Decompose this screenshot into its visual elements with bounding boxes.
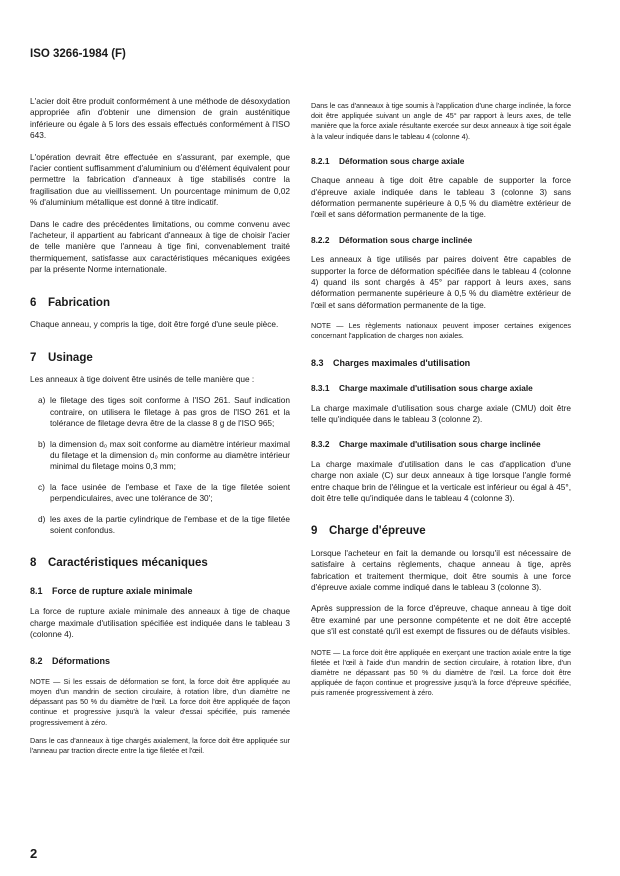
section-heading-8-2-1: 8.2.1 Déformation sous charge axiale — [311, 155, 465, 166]
paragraph: L'acier doit être produit conformément à une méthode de désoxydation appropriée afin d'obtenir une dimension de grain austénitique inférieure ou égale à 5 lors des essais effectués conformément à l'ISO 643. — [30, 96, 290, 141]
note: NOTE — Si les essais de déformation se font, la force doit être appliquée au moyen d'un mandrin de section circulaire, à rotation libre, d'un diamètre ne dépassant pas 50 % du diamètre de l'œil. La force doit être appliquée de façon continue et progressive jusqu'à la valeur d'essai spécifiée, puis ramenée progressivement à zéro. — [30, 676, 290, 727]
section-heading-8-1: 8.1 Force de rupture axiale minimale — [30, 585, 193, 596]
right-column — [311, 101, 571, 707]
paragraph: Lorsque l'acheteur en fait la demande ou lorsqu'il est nécessaire de satisfaire à certains règlements, chaque anneau à tige, après fabrication et traitement thermique, doit être soumis à une force d'épreuve axiale comme indiqué dans le tableau 3 (colonne 3). — [311, 547, 571, 592]
note: Dans le cas d'anneaux à tige soumis à l'application d'une charge inclinée, la force doit être appliquée suivant un angle de 45° par rapport à leurs axes, de telle manière que la force axiale résultante exercée sur deux anneaux à tige soit égale à la valeur indiquée dans le tableau 4 (colonne 4). — [311, 101, 571, 141]
section-heading-7: 7 Usinage — [30, 351, 93, 364]
paragraph: Chaque anneau à tige doit être capable de supporter la force d'épreuve axiale indiquée dans le tableau 3 (colonne 3) sans déformation permanente supérieure à 0,5 % du diamètre extérieur de l'œil et sans déformation permanente de la tige. — [311, 175, 571, 220]
paragraph: Les anneaux à tige utilisés par paires doivent être capables de supporter la force de déformation spécifiée dans le tableau 4 (colonne 4) quand ils sont chargés à 45° par rapport à leurs axes, sans déformation permanente supérieure à 0,5 % du diamètre extérieur de l'œil et sans déformation permanente de la tige. — [311, 254, 571, 310]
document-header: ISO 3266-1984 (F) — [30, 48, 126, 60]
note: NOTE — Les règlements nationaux peuvent imposer certaines exigences concernant l'application de charges non axiales. — [311, 321, 571, 341]
paragraph: La force de rupture axiale minimale des anneaux à tige de chaque charge maximale d'utilisation spécifiée est indiquée dans le tableau 3 (colonne 4). — [30, 606, 290, 639]
section-heading-9: 9 Charge d'épreuve — [311, 525, 426, 538]
section-heading-8-3: 8.3 Charges maximales d'utilisation — [311, 357, 471, 368]
paragraph: Chaque anneau, y compris la tige, doit être forgé d'une seule pièce. — [30, 319, 279, 330]
section-heading-8-2-2: 8.2.2 Déformation sous charge inclinée — [311, 234, 473, 245]
paragraph: La charge maximale d'utilisation sous charge axiale (CMU) doit être telle qu'indiquée dans le tableau 3 (colonne 2). — [311, 402, 571, 424]
paragraph: Dans le cadre des précédentes limitations, ou comme convenu avec l'acheteur, il appartient au fabricant d'anneaux à tige de choisir l'acier de telle manière que l'anneau à tige fini, convenablement traité thermiquement, satisfasse aux caractéristiques mécaniques exigées par la présente Norme internationale. — [30, 218, 290, 275]
list-item: c) la face usinée de l'embase et l'axe de la tige filetée soient perpendiculaires, avec une tolérance de 30'; — [38, 481, 290, 504]
section-heading-6: 6 Fabrication — [30, 296, 110, 309]
list-item: a) le filetage des tiges soit conforme à l'ISO 261. Sauf indication contraire, on utilisera le filetage à pas gros de l'ISO 261 et la tolérance de filetage devra être de la classe 8 g de l'ISO 965; — [38, 395, 290, 429]
list-item: b) la dimension d₀ max soit conforme au diamètre intérieur maximal du filetage et la dimension d₀ min conforme au diamètre intérieur minimal du filetage moins 0,3 mm; — [38, 438, 290, 472]
section-heading-8-3-2: 8.3.2 Charge maximale d'utilisation sous charge inclinée — [311, 439, 541, 450]
page-number: 2 — [30, 846, 38, 861]
paragraph: Après suppression de la force d'épreuve, chaque anneau à tige doit être examiné par une personne compétente et ne doit être accepté que s'il est constaté qu'il est exempt de fissures ou de défauts visibles. — [311, 603, 571, 637]
paragraph: Les anneaux à tige doivent être usinés de telle manière que : — [30, 373, 255, 384]
list-item: d) les axes de la partie cylindrique de l'embase et de la tige filetée soient confondus. — [38, 513, 290, 535]
left-column — [30, 96, 290, 764]
section-heading-8: 8 Caractéristiques mécaniques — [30, 557, 208, 570]
note: NOTE — La force doit être appliquée en exerçant une traction axiale entre la tige filetée et l'œil à l'aide d'un mandrin de section circulaire, à rotation libre, d'un diamètre ne dépassant pas 50 % du diamètre de l'œil. La force doit être appliquée de façon continue et progressive jusqu'à la force d'épreuve spécifiée, puis ramenée progressivement à zéro. — [311, 647, 571, 698]
paragraph: La charge maximale d'utilisation dans le cas d'application d'une charge non axiale (C) sur deux anneaux à tige lorsque l'angle formé entre chaque brin de l'élingue et la verticale est inférieur ou égal à 45°, doit être telle qu'indiquée dans le tableau 4 (colonne 3). — [311, 458, 571, 503]
note: Dans le cas d'anneaux à tige chargés axialement, la force doit être appliquée sur l'anneau par traction directe entre la tige filetée et l'œil. — [30, 735, 290, 756]
section-heading-8-3-1: 8.3.1 Charge maximale d'utilisation sous charge axiale — [311, 383, 533, 394]
paragraph: L'opération devrait être effectuée en s'assurant, par exemple, que l'acier contient suffisamment d'aluminium ou d'élément équivalent pour permettre la fabrication d'anneaux à tige stabilisés contre la fragilisation due au vieillissement. Un pourcentage minimum de 0,02 % d'aluminium métallique est donné à titre indicatif. — [30, 151, 290, 208]
section-heading-8-2: 8.2 Déformations — [30, 656, 111, 667]
